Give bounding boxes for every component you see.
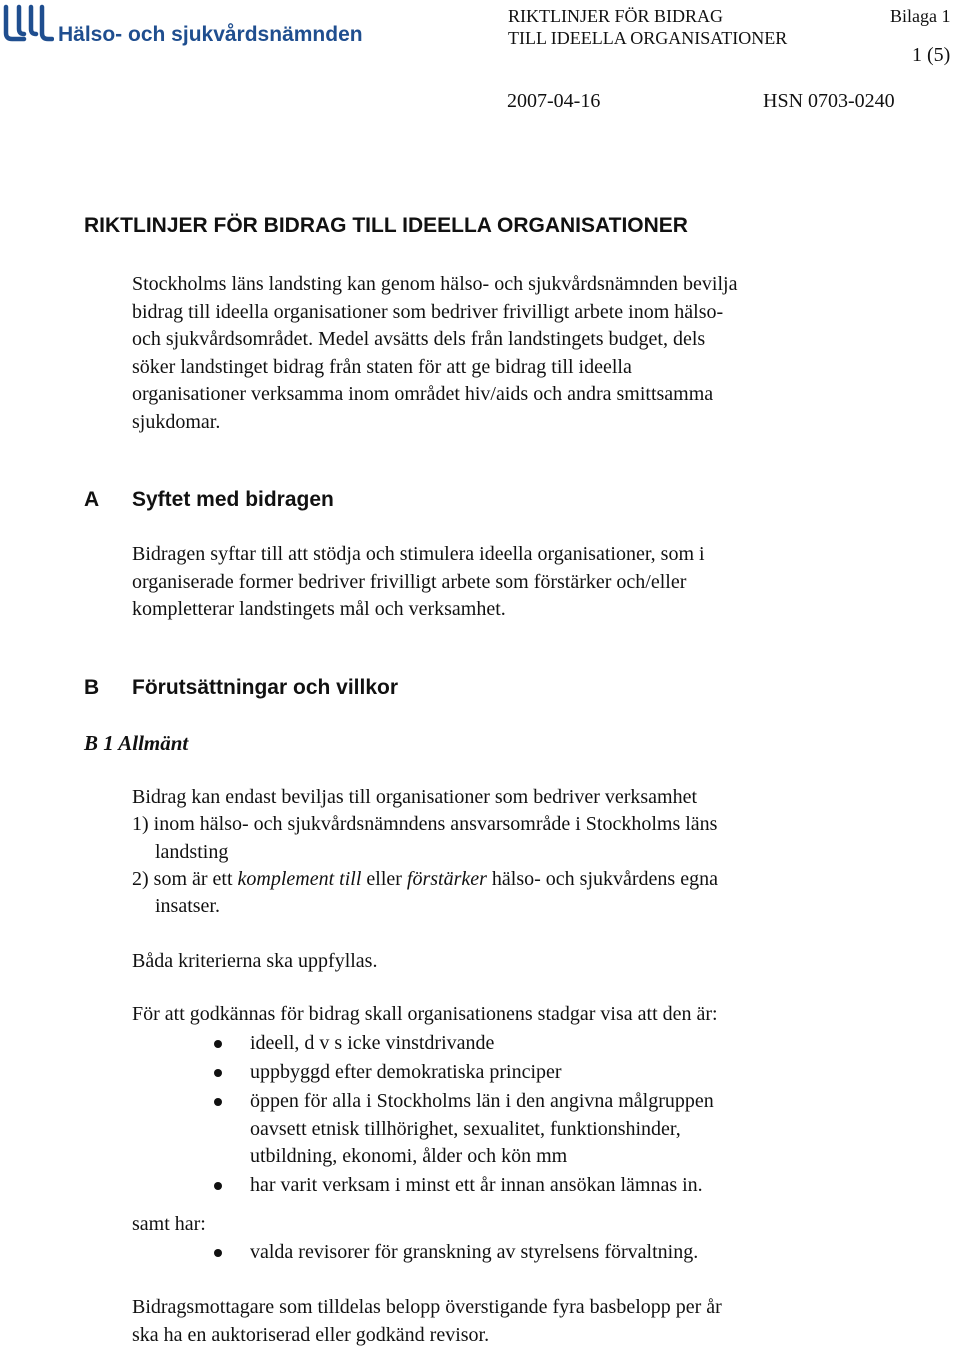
criterion-2-mid: eller bbox=[361, 868, 407, 890]
criterion-2-emphasis-1: komplement till bbox=[237, 868, 362, 890]
final-paragraph bbox=[132, 1294, 722, 1349]
bullet-icon bbox=[214, 1182, 222, 1190]
list-item-line: oavsett etnisk tillhörighet, sexualitet, funktionshinder, bbox=[250, 1117, 681, 1140]
bullet-icon bbox=[214, 1069, 222, 1077]
header-title-line1: RIKTLINJER FÖR BIDRAG bbox=[508, 6, 724, 26]
list-item: ideell, d v s icke vinstdrivande bbox=[250, 1032, 495, 1054]
approval-intro: För att godkännas för bidrag skall organisationens stadgar visa att den är: bbox=[132, 1003, 718, 1025]
criterion-2-emphasis-2: förstärker bbox=[406, 868, 487, 890]
bullet-icon bbox=[214, 1040, 222, 1048]
paragraph-line: Bidragen syftar till att stödja och stimulera ideella organisationer, som i bbox=[132, 543, 705, 565]
document-date: 2007-04-16 bbox=[507, 90, 601, 112]
intro-line: bidrag till ideella organisationer som bedriver frivilligt arbete inom hälso- bbox=[132, 300, 724, 323]
section-b-letter: B bbox=[84, 676, 100, 699]
page-number: 1 (5) bbox=[912, 44, 951, 66]
section-a-letter: A bbox=[84, 488, 100, 511]
list-item-line: öppen för alla i Stockholms län i den angivna målgruppen bbox=[250, 1090, 714, 1112]
intro-paragraph bbox=[132, 271, 737, 436]
intro-line: Stockholms läns landsting kan genom hälso- och sjukvårdsnämnden bevilja bbox=[132, 273, 738, 295]
criterion-1-line2: landsting bbox=[155, 841, 229, 863]
paragraph-line: organiserade former bedriver frivilligt arbete som förstärker och/eller bbox=[132, 570, 687, 593]
logo bbox=[2, 3, 54, 43]
list-item: valda revisorer för granskning av styrelsens förvaltning. bbox=[250, 1241, 699, 1263]
list-item: uppbyggd efter demokratiska principer bbox=[250, 1061, 562, 1083]
intro-line: och sjukvårdsområdet. Medel avsätts dels från landstingets budget, dels bbox=[132, 328, 706, 350]
intro-line: söker landstinget bidrag från staten för att ge bidrag till ideella bbox=[132, 355, 632, 378]
list-item: har varit verksam i minst ett år innan ansökan lämnas in. bbox=[250, 1174, 703, 1196]
criteria-intro: Bidrag kan endast beviljas till organisationer som bedriver verksamhet bbox=[132, 786, 698, 808]
criterion-2-suffix: hälso- och sjukvårdens egna bbox=[486, 868, 718, 890]
attachment-label: Bilaga 1 bbox=[890, 6, 951, 26]
document-title: RIKTLINJER FÖR BIDRAG TILL IDEELLA ORGANISATIONER bbox=[84, 214, 688, 237]
list-item bbox=[250, 1088, 714, 1171]
bullet-icon bbox=[214, 1098, 222, 1106]
org-name: Hälso- och sjukvårdsnämnden bbox=[58, 23, 363, 46]
paragraph-line: ska ha en auktoriserad eller godkänd revisor. bbox=[132, 1323, 490, 1346]
intro-line: sjukdomar. bbox=[132, 410, 221, 433]
criterion-2-line2: insatser. bbox=[155, 895, 220, 917]
document-reference: HSN 0703-0240 bbox=[763, 90, 895, 112]
paragraph-line: Bidragsmottagare som tilldelas belopp överstigande fyra basbelopp per år bbox=[132, 1296, 722, 1318]
paragraph-line: kompletterar landstingets mål och verksamhet. bbox=[132, 598, 506, 620]
section-a-paragraph bbox=[132, 541, 705, 624]
both-criteria-note: Båda kriterierna ska uppfyllas. bbox=[132, 950, 378, 972]
criterion-2-line1 bbox=[132, 866, 718, 894]
intro-line: organisationer verksamma inom området hiv/aids och andra smittsamma bbox=[132, 383, 714, 405]
sll-logo-icon bbox=[2, 3, 54, 43]
criterion-1-line1: 1) inom hälso- och sjukvårdsnämndens ansvarsområde i Stockholms läns bbox=[132, 813, 718, 835]
list-item-line: utbildning, ekonomi, ålder och kön mm bbox=[250, 1145, 568, 1167]
subsection-heading: B 1 Allmänt bbox=[84, 731, 189, 755]
section-a-heading: Syftet med bidragen bbox=[132, 488, 334, 511]
header-title-line2: TILL IDEELLA ORGANISATIONER bbox=[508, 28, 788, 48]
bullet-icon bbox=[214, 1249, 222, 1257]
section-b-heading: Förutsättningar och villkor bbox=[132, 676, 399, 699]
criterion-2-prefix: 2) som är ett bbox=[132, 868, 238, 890]
also-label: samt har: bbox=[132, 1213, 206, 1235]
